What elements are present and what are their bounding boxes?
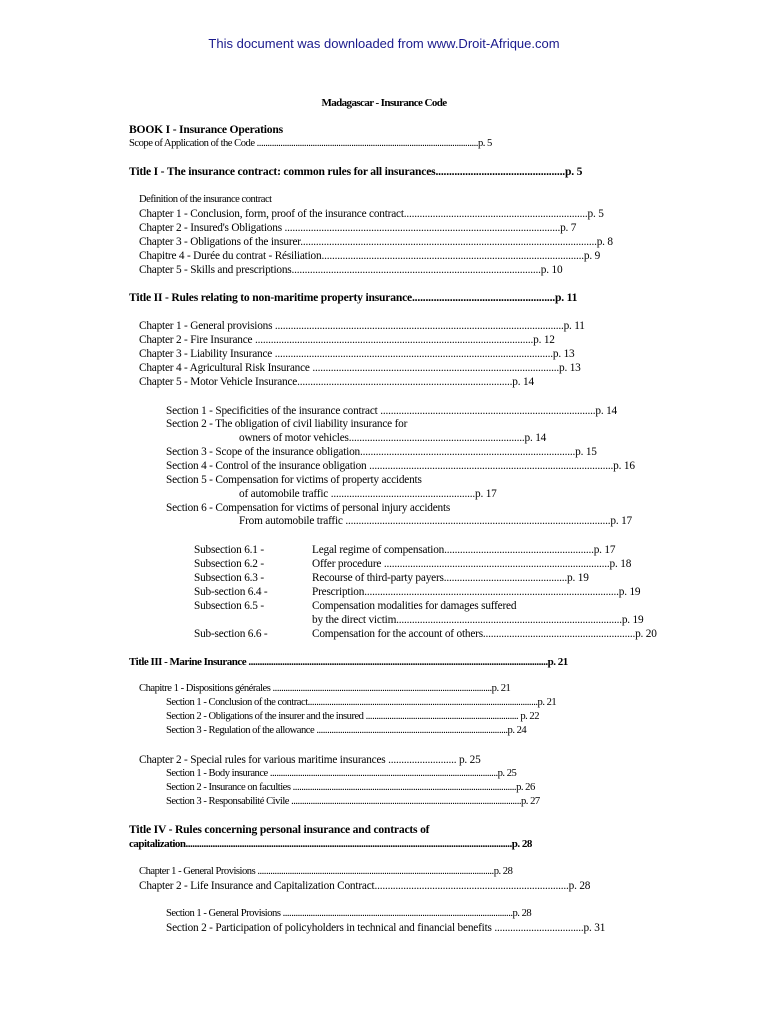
toc-section: Section 6 - Compensation for victims of personal injury accidents: [166, 502, 451, 514]
toc-section: Section 1 - General Provisions ...........................................................................................................p. 28: [166, 908, 532, 919]
toc-subsection-number: Sub-section 6.6 -: [194, 628, 268, 640]
toc-title-1: Title I - The insurance contract: common rules for all insurances................................................p. 5: [129, 165, 583, 178]
toc-entry: Chapter 2 - Special rules for various maritime insurances .......................... p. 25: [139, 754, 481, 766]
toc-subsection-title: Offer procedure ......................................................................................p. 18: [312, 558, 632, 570]
toc-subsection-title: Compensation for the account of others..........................................................p. 20: [312, 628, 657, 640]
toc-subsection-number: Subsection 6.3 -: [194, 572, 264, 584]
toc-entry: Chapter 5 - Skills and prescriptions...............................................................................................p. 10: [139, 264, 563, 276]
toc-subsection-title: Prescription.................................................................................................p. 19: [312, 586, 641, 598]
toc-book-heading: BOOK I - Insurance Operations: [129, 123, 283, 136]
toc-entry: Chapter 5 - Motor Vehicle Insurance..................................................................................p. 14: [139, 376, 534, 388]
toc-title-2: Title II - Rules relating to non-maritime property insurance.....................................................p. 11: [129, 291, 578, 304]
toc-subsection-number: Sub-section 6.4 -: [194, 586, 268, 598]
toc-title-4: Title IV - Rules concerning personal insurance and contracts of: [129, 823, 430, 836]
toc-title-3: Title III - Marine Insurance .....................................................................................................................................p. 21: [129, 656, 568, 668]
toc-subsection-title: by the direct victim......................................................................................p. 19: [312, 614, 644, 626]
toc-section: owners of motor vehicles...................................................................p. 14: [239, 432, 547, 444]
toc-subsection-title: Recourse of third-party payers...............................................p. 19: [312, 572, 589, 584]
toc-entry: Chapter 3 - Liability Insurance ..........................................................................................................p. 13: [139, 348, 575, 360]
download-source-banner: This document was downloaded from www.Droit-Afrique.com: [208, 36, 560, 51]
toc-entry: Chapter 3 - Obligations of the insurer.................................................................................................................p. 8: [139, 236, 613, 248]
toc-entry: Definition of the insurance contract: [139, 194, 272, 205]
toc-section: Section 2 - The obligation of civil liability insurance for: [166, 418, 408, 430]
document-title: Madagascar - Insurance Code: [321, 97, 447, 109]
toc-section: Section 2 - Obligations of the insurer and the insured ....................................................................... p. 22: [166, 711, 540, 722]
toc-section: Section 3 - Regulation of the allowance .........................................................................................p. 24: [166, 725, 527, 736]
toc-section: Section 3 - Responsabilité Civile ...........................................................................................................p. 27: [166, 796, 540, 807]
toc-entry: Chapter 4 - Agricultural Risk Insurance ..............................................................................................p. 13: [139, 362, 581, 374]
toc-section: Section 1 - Specificities of the insurance contract ..................................................................................p. 14: [166, 405, 617, 417]
toc-entry: Chapter 1 - General Provisions ..............................................................................................................p. 28: [139, 866, 513, 877]
toc-subsection-title: Compensation modalities for damages suffered: [312, 600, 517, 612]
toc-section: Section 1 - Conclusion of the contract...........................................................................................................p. 21: [166, 697, 557, 708]
toc-subsection-number: Subsection 6.2 -: [194, 558, 264, 570]
toc-entry-scope: Scope of Application of the Code .......................................................................................................p. 5: [129, 138, 492, 149]
toc-entry: Chapitre 1 - Dispositions générales ......................................................................................................p. 21: [139, 683, 511, 694]
toc-entry: Chapter 1 - Conclusion, form, proof of the insurance contract......................................................................p. 5: [139, 208, 604, 220]
toc-title-4-continued: capitalization.................................................................................................................................................p. 28: [129, 838, 532, 850]
toc-section: Section 3 - Scope of the insurance obligation..................................................................................p. 15: [166, 446, 597, 458]
toc-section: Section 1 - Body insurance ..........................................................................................................p. 25: [166, 768, 517, 779]
toc-section: of automobile traffic .......................................................p. 17: [239, 488, 497, 500]
toc-subsection-title: Legal regime of compensation.........................................................p. 17: [312, 544, 616, 556]
toc-section: Section 4 - Control of the insurance obligation .............................................................................................p. 16: [166, 460, 635, 472]
toc-entry: Chapitre 4 - Durée du contrat - Résiliation....................................................................................................p. 9: [139, 250, 601, 262]
toc-section: Section 2 - Participation of policyholders in technical and financial benefits ..................................p. 31: [166, 922, 606, 934]
toc-section: From automobile traffic .....................................................................................................p. 17: [239, 515, 633, 527]
toc-section: Section 2 - Insurance on faculties ........................................................................................................p. 26: [166, 782, 535, 793]
toc-entry: Chapter 1 - General provisions ..............................................................................................................p. 11: [139, 320, 585, 332]
toc-entry: Chapter 2 - Life Insurance and Capitalization Contract..........................................................................p. 28: [139, 880, 591, 892]
toc-subsection-number: Subsection 6.1 -: [194, 544, 264, 556]
toc-entry: Chapter 2 - Fire Insurance ..........................................................................................................p. 12: [139, 334, 555, 346]
toc-subsection-number: Subsection 6.5 -: [194, 600, 264, 612]
toc-entry: Chapter 2 - Insured's Obligations .........................................................................................................p. 7: [139, 222, 577, 234]
toc-section: Section 5 - Compensation for victims of property accidents: [166, 474, 422, 486]
